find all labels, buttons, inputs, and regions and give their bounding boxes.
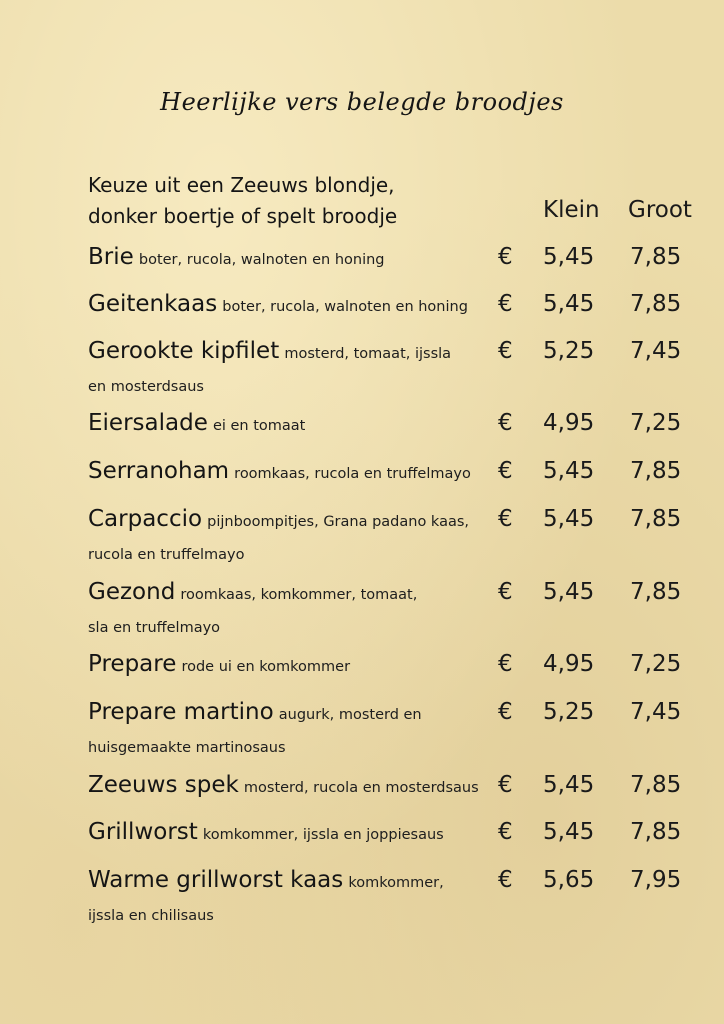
price-large: 7,85 — [630, 579, 682, 605]
price-large: 7,45 — [630, 699, 682, 725]
price-small: 4,95 — [543, 651, 595, 677]
menu-title: Heerlijke vers belegde broodjes — [160, 88, 564, 116]
menu-item-name: Grillworst — [88, 819, 198, 845]
euro-sign: € — [498, 699, 513, 725]
menu-item-description-line-2: ijssla en chilisaus — [88, 908, 214, 924]
menu-item-name: Warme grillworst kaas — [88, 867, 344, 893]
euro-sign: € — [498, 867, 513, 893]
euro-sign: € — [498, 291, 513, 317]
menu-item-text — [88, 816, 483, 851]
price-small: 5,45 — [543, 458, 595, 484]
menu-item-text — [88, 648, 483, 683]
euro-sign: € — [498, 651, 513, 677]
menu-item-text — [88, 696, 483, 764]
menu-item-description: ei en tomaat — [212, 418, 306, 434]
menu-item-description: komkommer, — [348, 875, 444, 891]
euro-sign: € — [498, 819, 513, 845]
menu-item-name: Prepare — [88, 651, 177, 677]
price-small: 5,65 — [543, 867, 595, 893]
menu-item-text — [88, 407, 483, 442]
menu-item-name: Zeeuws spek — [88, 772, 239, 798]
price-large: 7,85 — [630, 458, 682, 484]
menu-item-name: Gerookte kipfilet — [88, 338, 280, 364]
menu-item-description-line-2: sla en truffelmayo — [88, 620, 221, 636]
menu-item-text — [88, 455, 483, 490]
price-small: 5,45 — [543, 291, 595, 317]
menu-item-description: boter, rucola, walnoten en honing — [222, 299, 468, 315]
menu-item-text — [88, 576, 483, 644]
menu-item-name: Carpaccio — [88, 506, 203, 532]
price-large: 7,85 — [630, 244, 682, 270]
bread-choice-intro — [88, 170, 397, 232]
euro-sign: € — [498, 579, 513, 605]
intro-line-1: Keuze uit een Zeeuws blondje, — [88, 173, 395, 197]
price-large: 7,45 — [630, 338, 682, 364]
menu-item-description: pijnboompitjes, Grana padano kaas, — [207, 514, 470, 530]
price-small: 5,45 — [543, 506, 595, 532]
menu-item-name: Prepare martino — [88, 699, 274, 725]
menu-item-description: mosterd, rucola en mosterdsaus — [243, 780, 479, 796]
intro-line-2: donker boertje of spelt broodje — [88, 204, 398, 228]
price-large: 7,95 — [630, 867, 682, 893]
price-large: 7,25 — [630, 410, 682, 436]
menu-item-name: Brie — [88, 244, 134, 270]
price-small: 5,45 — [543, 772, 595, 798]
menu-item-text — [88, 241, 483, 276]
price-large: 7,85 — [630, 819, 682, 845]
euro-sign: € — [498, 338, 513, 364]
menu-item-text — [88, 503, 483, 571]
menu-item-text — [88, 335, 483, 403]
menu-item-description-line-2: en mosterdsaus — [88, 379, 204, 395]
euro-sign: € — [498, 772, 513, 798]
price-large: 7,85 — [630, 772, 682, 798]
menu-item-text — [88, 288, 483, 323]
menu-item-description: roomkaas, komkommer, tomaat, — [180, 587, 418, 603]
menu-item-description: mosterd, tomaat, ijssla — [284, 346, 452, 362]
price-large: 7,85 — [630, 506, 682, 532]
menu-item-description: komkommer, ijssla en joppiesaus — [202, 827, 444, 843]
price-small: 4,95 — [543, 410, 595, 436]
price-large: 7,85 — [630, 291, 682, 317]
euro-sign: € — [498, 244, 513, 270]
menu-item-description: augurk, mosterd en — [278, 707, 422, 723]
menu-item-description: rode ui en komkommer — [181, 659, 351, 675]
menu-item-description: roomkaas, rucola en truffelmayo — [234, 466, 471, 482]
menu-item-description-line-2: huisgemaakte martinosaus — [88, 740, 286, 756]
menu-item-description-line-2: rucola en truffelmayo — [88, 547, 245, 563]
price-small: 5,25 — [543, 699, 595, 725]
menu-item-text — [88, 864, 483, 932]
price-large: 7,25 — [630, 651, 682, 677]
menu-item-description: boter, rucola, walnoten en honing — [138, 252, 385, 268]
price-small: 5,25 — [543, 338, 595, 364]
price-small: 5,45 — [543, 819, 595, 845]
menu-item-name: Serranoham — [88, 458, 230, 484]
price-small: 5,45 — [543, 579, 595, 605]
euro-sign: € — [498, 458, 513, 484]
menu-item-name: Eiersalade — [88, 410, 208, 436]
menu-item-name: Geitenkaas — [88, 291, 218, 317]
euro-sign: € — [498, 410, 513, 436]
menu-item-name: Gezond — [88, 579, 176, 605]
menu-item-text — [88, 769, 483, 804]
column-header-small: Klein — [543, 197, 600, 223]
column-header-large: Groot — [628, 197, 692, 223]
price-small: 5,45 — [543, 244, 595, 270]
euro-sign: € — [498, 506, 513, 532]
